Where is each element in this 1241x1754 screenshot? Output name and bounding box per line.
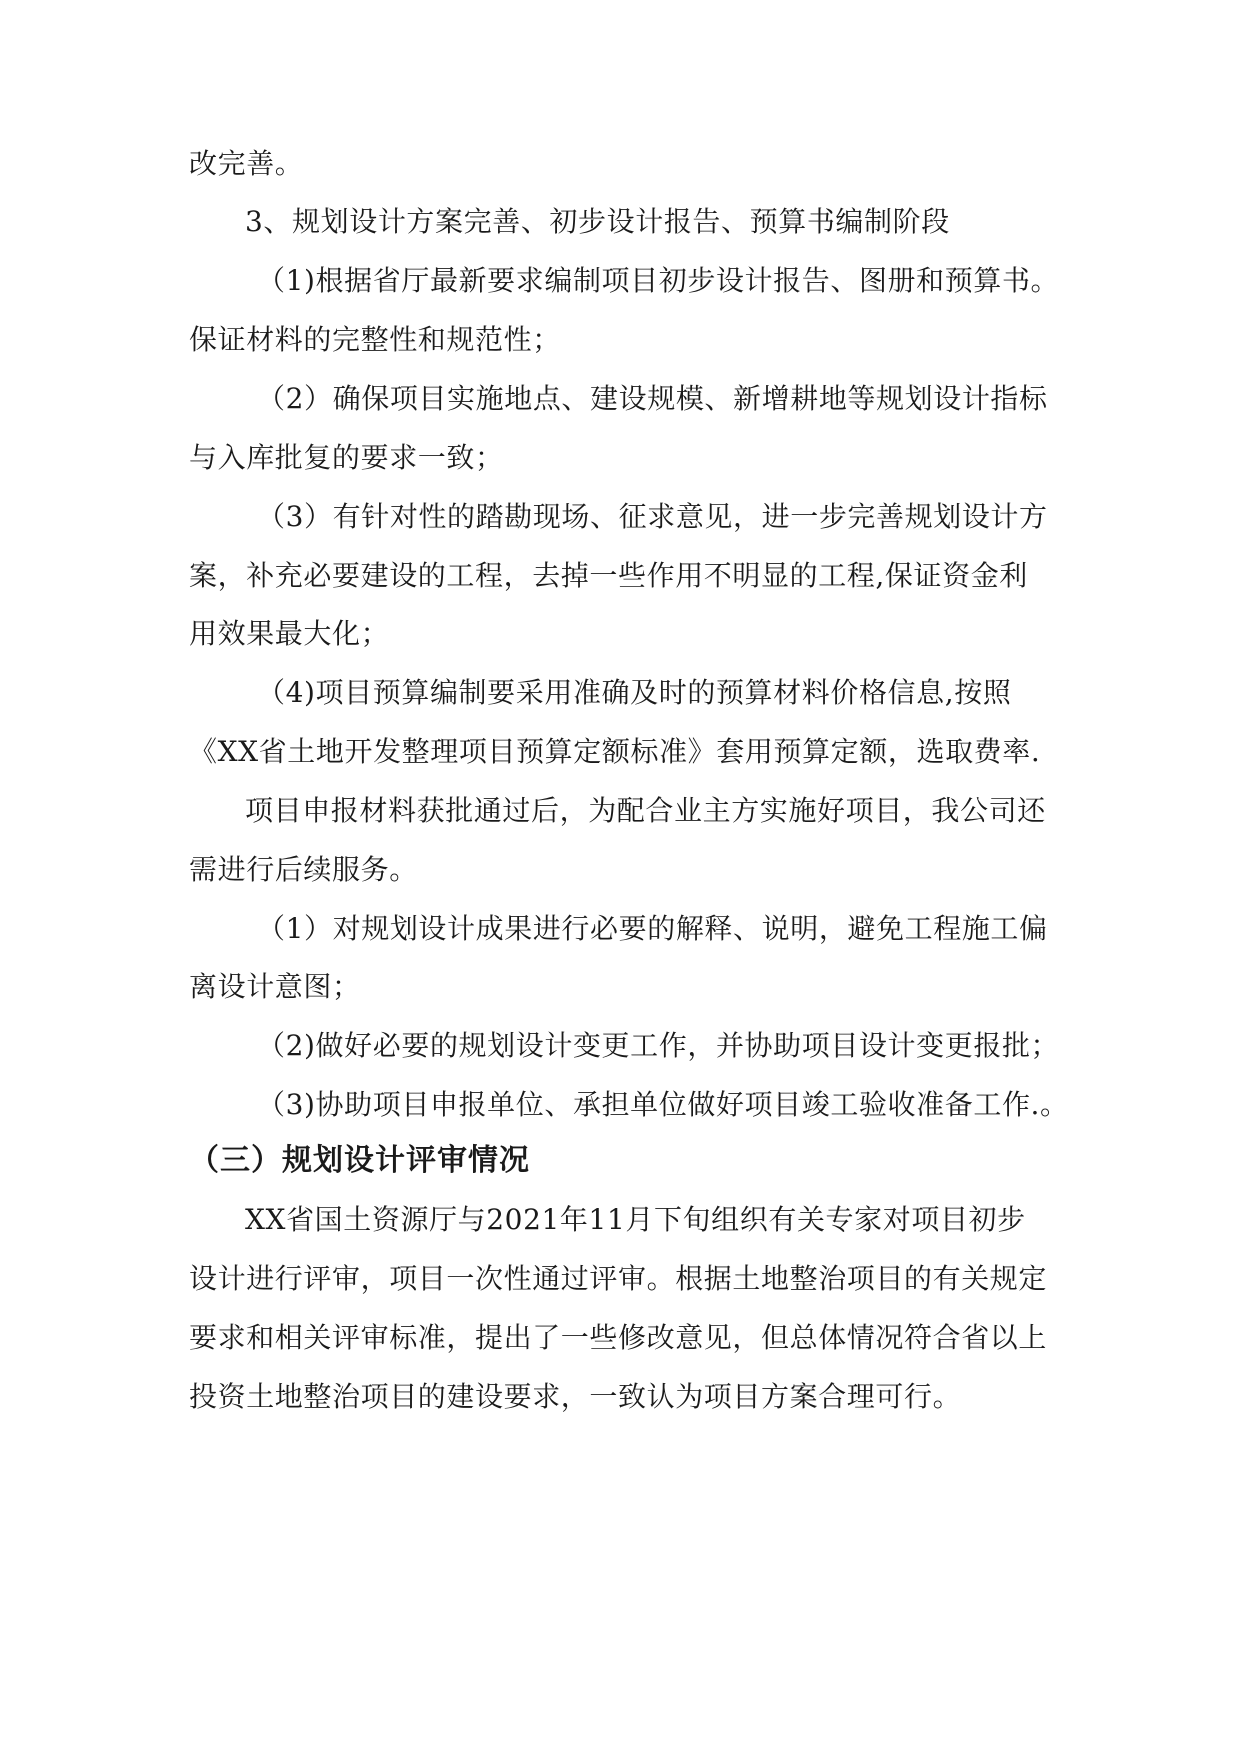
step-heading: 3、规划设计方案完善、初步设计报告、预算书编制阶段 <box>245 205 950 238</box>
text-line: 设计进行评审，项目一次性通过评审。根据土地整治项目的有关规定 <box>189 1262 1048 1295</box>
text-line: 要求和相关评审标准，提出了一些修改意见，但总体情况符合省以上 <box>189 1321 1048 1354</box>
text-line: （2)做好必要的规划设计变更工作，并协助项目设计变更报批； <box>257 1029 1060 1062</box>
text-line: （1）对规划设计成果进行必要的解释、说明，避免工程施工偏 <box>257 912 1048 945</box>
text-line: 保证材料的完整性和规范性； <box>189 323 561 356</box>
text-line: （4)项目预算编制要采用准确及时的预算材料价格信息,按照 <box>257 676 1012 709</box>
text-line: （1)根据省厅最新要求编制项目初步设计报告、图册和预算书。 <box>257 264 1060 297</box>
text-line: 用效果最大化； <box>189 617 390 650</box>
text-line: 项目申报材料获批通过后，为配合业主方实施好项目，我公司还 <box>245 794 1046 827</box>
text-line: 案，补充必要建设的工程，去掉一些作用不明显的工程,保证资金利 <box>189 559 1028 592</box>
text-line: （2）确保项目实施地点、建设规模、新增耕地等规划设计指标 <box>257 382 1048 415</box>
text-line: 与入库批复的要求一致； <box>189 441 504 474</box>
text-line: 改完善。 <box>189 147 304 180</box>
text-line: 投资土地整治项目的建设要求，一致认为项目方案合理可行。 <box>189 1380 962 1413</box>
text-line: 《XX省土地开发整理项目预算定额标准》套用预算定额，选取费率. <box>189 735 1041 768</box>
text-line: 离设计意图； <box>189 970 361 1003</box>
section-heading: （三）规划设计评审情况 <box>189 1143 530 1178</box>
text-line: （3）有针对性的踏勘现场、征求意见，进一步完善规划设计方 <box>257 500 1048 533</box>
text-line: （3)协助项目申报单位、承担单位做好项目竣工验收准备工作.。 <box>257 1088 1069 1121</box>
text-line: 需进行后续服务。 <box>189 853 418 886</box>
text-line: XX省国土资源厅与2021年11月下旬组织有关专家对项目初步 <box>245 1203 1026 1236</box>
